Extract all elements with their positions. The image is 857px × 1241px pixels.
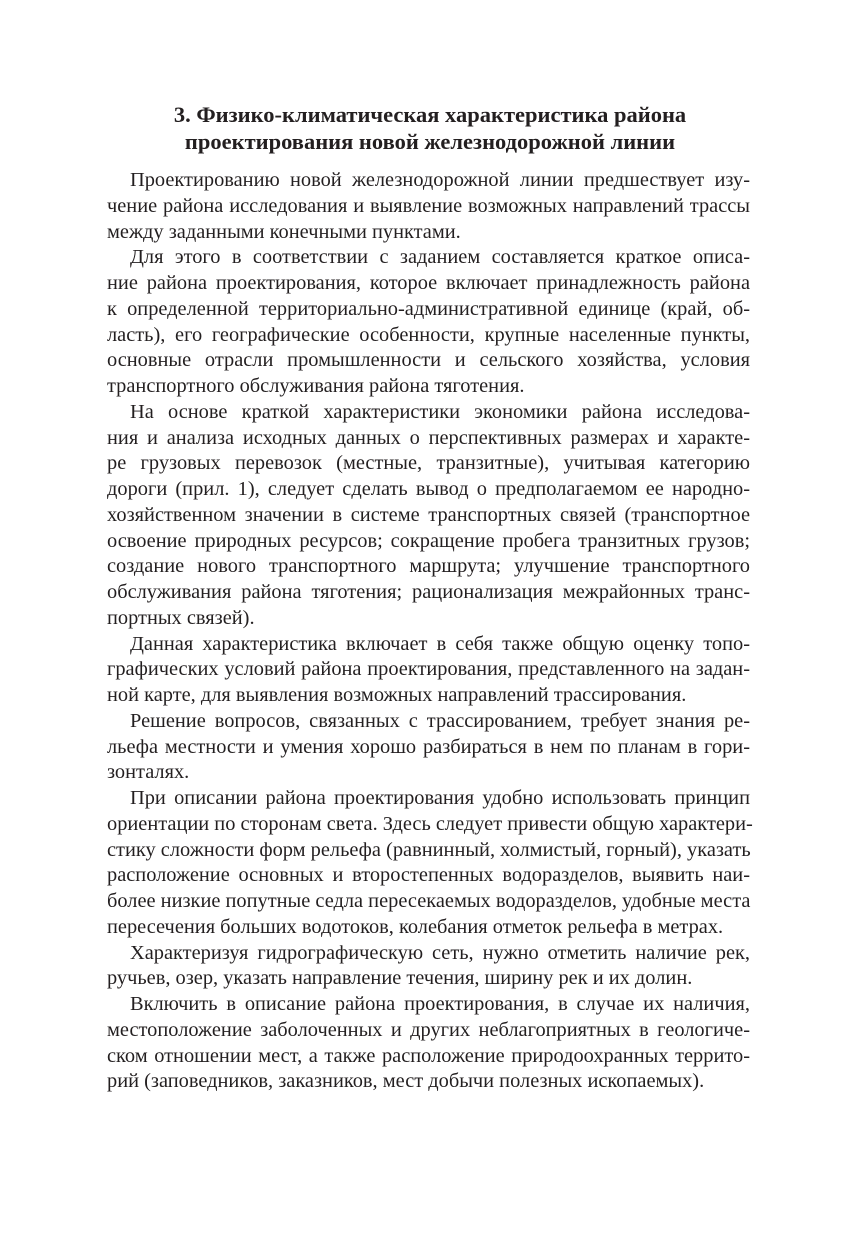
text-line: пересечения больших водотоков, колебания отметок рельефа в метрах. (107, 915, 724, 938)
text-line: Проектированию новой железнодорожной линии предшествует изу- (130, 169, 750, 191)
text-line: ориентации по сторонам света. Здесь следует привести общую характери- (107, 812, 753, 835)
text-line: На основе краткой характеристики экономики района исследова- (130, 400, 750, 423)
text-line: ласть), его географические особенности, крупные населенные пункты, (107, 323, 750, 346)
text-line: дороги (прил. 1), следует сделать вывод о предполагаемом ее народно- (107, 478, 750, 500)
paragraph (107, 709, 750, 786)
text-line: освоение природных ресурсов; сокращение пробега транзитных грузов; (107, 529, 750, 552)
text-line: ние района проектирования, которое включает принадлежность района (107, 272, 750, 294)
paragraph (107, 941, 750, 993)
text-line: зонталях. (107, 761, 190, 784)
text-line: стику сложности форм рельефа (равнинный, холмистый, горный), указать (107, 838, 751, 861)
paragraph (107, 245, 750, 400)
text-line: Для этого в соответствии с заданием составляется краткое описа- (130, 246, 750, 269)
text-line: хозяйственном значении в системе транспортных связей (транспортное (107, 503, 750, 526)
text-line: Включить в описание района проектирования, в случае их наличия, (130, 993, 750, 1015)
section-title-line: проектирования новой железнодорожной линии (184, 129, 676, 154)
paragraph (107, 632, 750, 709)
text-line: ре грузовых перевозок (местные, транзитные), учитывая категорию (107, 452, 750, 475)
text-line: более низкие попутные седла пересекаемых водоразделов, удобные места (107, 890, 751, 912)
section-title-line: 3. Физико-климатическая характеристика района (173, 102, 687, 127)
text-line: ручьев, озер, указать направление течения, ширину рек и их долин. (107, 967, 693, 990)
text-line: между заданными конечными пунктами. (107, 220, 461, 243)
text-line: обслуживания района тяготения; рационализация межрайонных транс- (107, 581, 750, 603)
paragraph (107, 786, 753, 941)
paragraph (107, 992, 750, 1095)
paragraph (107, 168, 750, 245)
text-line: ском отношении мест, а также расположение природоохранных террито- (107, 1044, 750, 1067)
text-line: транспортного обслуживания района тяготения. (107, 375, 525, 397)
document-body (107, 168, 753, 1095)
text-line: местоположение заболоченных и других неблагоприятных в геологиче- (107, 1018, 750, 1041)
text-line: к определенной территориально-административной единице (край, об- (107, 297, 750, 320)
text-line: создание нового транспортного маршрута; улучшение транспортного (107, 555, 750, 578)
text-line: Характеризуя гидрографическую сеть, нужно отметить наличие рек, (130, 941, 750, 964)
text-line: ния и анализа исходных данных о перспективных размерах и характе- (107, 426, 750, 449)
text-line: основные отрасли промышленности и сельского хозяйства, условия (107, 349, 750, 372)
text-line: портных связей). (107, 606, 255, 629)
text-line: графических условий района проектирования, представленного на задан- (107, 658, 750, 681)
text-line: Решение вопросов, связанных с трассированием, требует знания ре- (130, 709, 750, 732)
text-line: льефа местности и умения хорошо разбираться в нем по планам в гори- (107, 735, 750, 758)
text-line: чение района исследования и выявление возможных направлений трассы (107, 194, 750, 217)
section-title (100, 101, 760, 155)
text-line: При описании района проектирования удобно использовать принцип (130, 787, 750, 809)
paragraph (107, 400, 750, 632)
text-line: рий (заповедников, заказников, мест добычи полезных ископаемых). (107, 1070, 705, 1093)
text-line: Данная характеристика включает в себя также общую оценку топо- (130, 632, 750, 655)
text-line: расположение основных и второстепенных водоразделов, выявить наи- (107, 864, 750, 887)
text-line: ной карте, для выявления возможных направлений трассирования. (107, 684, 687, 706)
